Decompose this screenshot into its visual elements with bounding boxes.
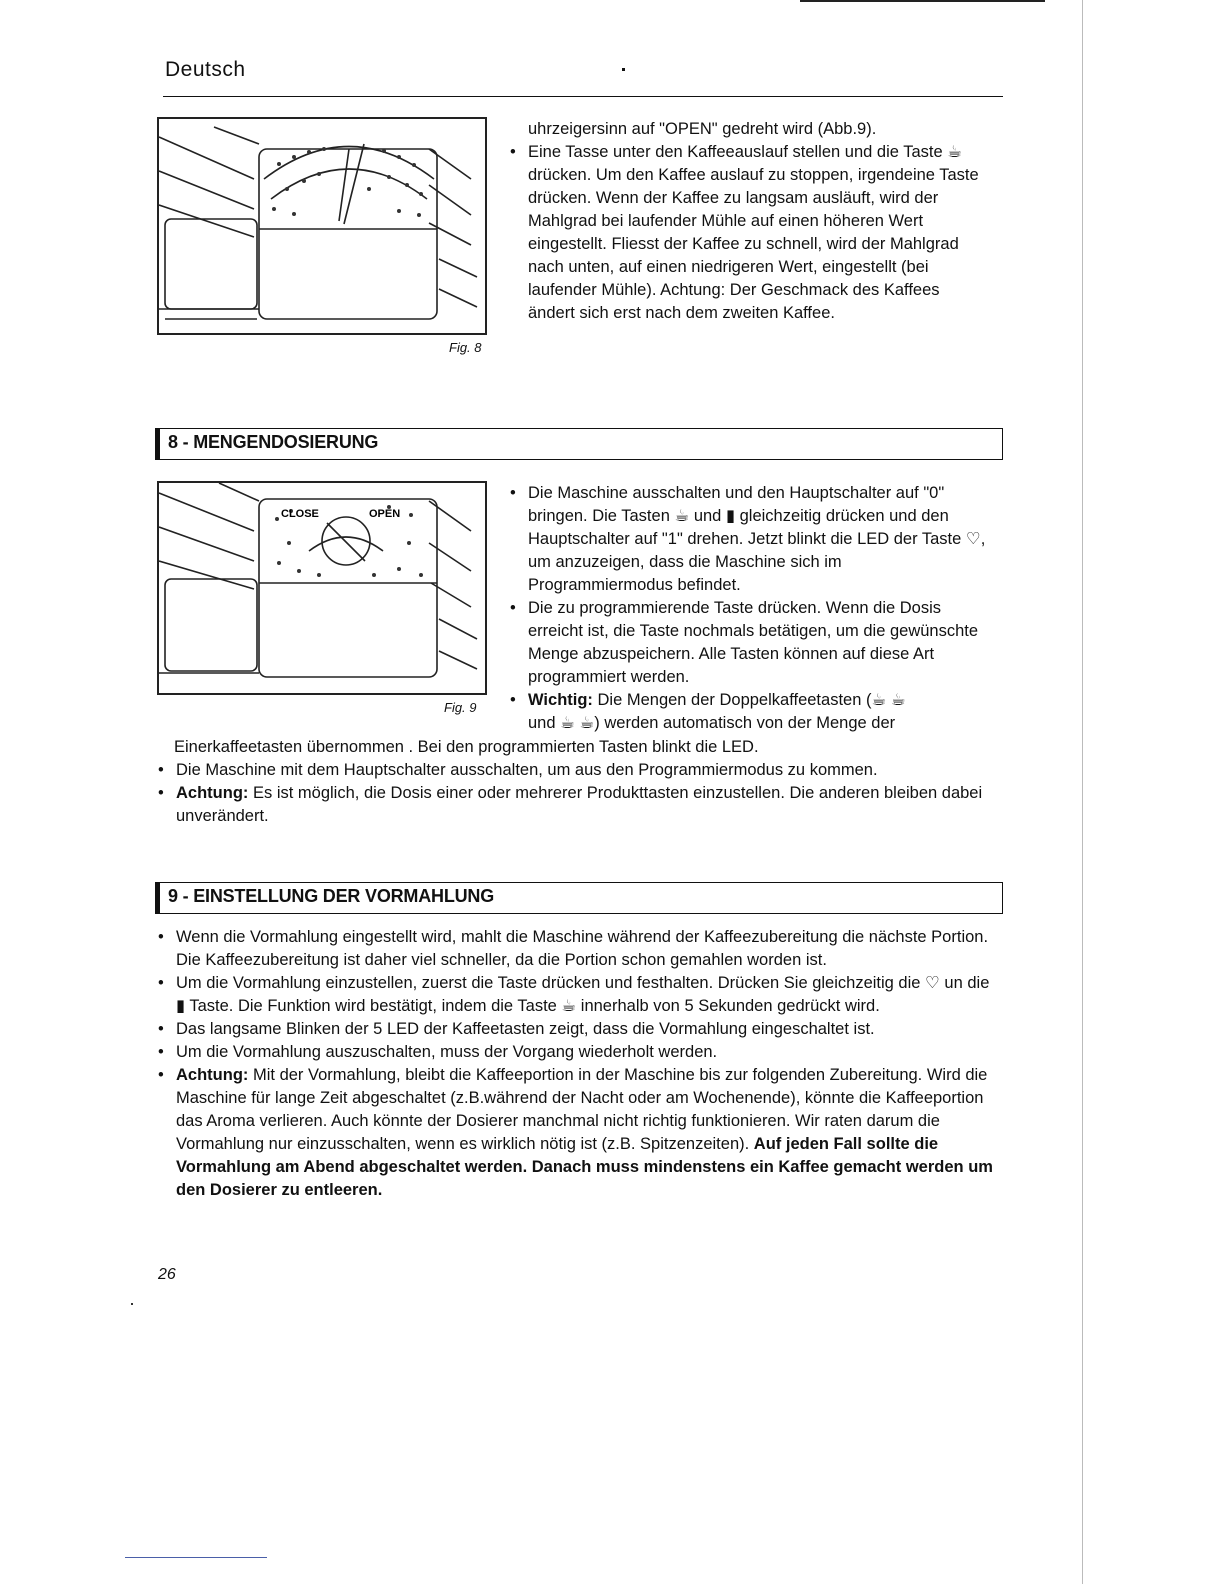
list-item: • Eine Tasse unter den Kaffeeauslauf stellen und die Taste ☕ drücken. Um den Kaffee auslauf zu stoppen, irgendeine Taste drücken. Wenn der Kaffee zu langsam ausläuft, wird der Mahlgrad bei laufender Mühle auf einen höheren Wert eingestellt. Fliesst der Kaffee zu schnell, wird der Mahlgrad nach unten, auf einen niedrigeren Wert, eingestellt (bei laufender Mühle). Achtung: Der Geschmack des Kaffees ändert sich erst nach dem zweiten Kaffee. (510, 143, 979, 322)
fig9-open-label: OPEN (369, 508, 401, 520)
footnote-rule (125, 1557, 267, 1558)
list-item: • Wenn die Vormahlung eingestellt wird, mahlt die Maschine während der Kaffeezubereitung die nächste Portion. Die Kaffeezubereitung ist daher viel schneller, da die Portion schon gemahlen worden ist. (158, 928, 989, 969)
list-item: • Achtung: Es ist möglich, die Dosis einer oder mehrerer Produkttasten einzustellen. Die anderen bleiben dabei unverändert. (158, 784, 983, 825)
list-item: • Achtung: Mit der Vormahlung, bleibt die Kaffeeportion in der Maschine bis zur folgenden Zubereitung. Wird die Maschine für lange Zeit abgeschaltet (z.B.während der Nacht oder am Wochenende), könnte die Kaffeeportion das Aroma verlieren. Auch könnte der Dosierer manchmal nicht richtig funktionieren. Wir raten darum die Vormahlung nur einzusschalten, wenn es wirklich nötig ist (z.B. Spitzenzeiten). Auf jeden Fall sollte die Vormahlung am Abend abgeschaltet werden. Danach muss mindenstens ein Kaffee gemacht werden um den Dosierer zu entleeren. (158, 1066, 993, 1199)
list-item: • Die Maschine ausschalten und den Hauptschalter auf "0" bringen. Die Tasten ☕ und ▮ gleichzeitig drücken und den Hauptschalter auf "1" drehen. Jetzt blinkt die LED der Taste ♡, um anzuzeigen, dass die Maschine sich im Programmiermodus befindet. (510, 484, 986, 594)
figure-9-caption: Fig. 9 (444, 700, 477, 715)
section-9-header (155, 882, 1003, 914)
scan-speck (131, 1303, 133, 1305)
header-rule (163, 96, 1003, 97)
section-8-text (510, 482, 988, 735)
list-item: • Die Maschine mit dem Hauptschalter ausschalten, um aus den Programmiermodus zu kommen. (158, 761, 878, 779)
list-item: • Wichtig: Die Mengen der Doppelkaffeetasten (☕ ☕ und ☕ ☕) werden automatisch von der Menge der (510, 691, 906, 732)
list-item: • Um die Vormahlung einzustellen, zuerst die Taste drücken und festhalten. Drücken Sie gleichzeitig die ♡ un die ▮ Taste. Die Funktion wird bestätigt, indem die Taste ☕ innerhalb von 5 Sekunden gedrückt wird. (158, 974, 990, 1015)
list-item: • Die zu programmierende Taste drücken. Wenn die Dosis erreicht ist, die Taste nochmals betätigen, um die gewünschte Menge abzuspeichern. Alle Tasten können auf diese Art programmiert werden. (510, 599, 979, 686)
paragraph-continuation: uhrzeigersinn auf "OPEN" gedreht wird (Abb.9). (528, 120, 877, 138)
section-8-header (155, 428, 1003, 460)
grinder-illustration-fig9 (159, 483, 485, 693)
header-mark (622, 68, 625, 71)
figure-8 (157, 117, 487, 335)
section-9-text (158, 926, 998, 1202)
grinder-illustration-fig8 (159, 119, 485, 333)
figure-9 (157, 481, 487, 695)
header-language: Deutsch (165, 58, 246, 81)
section-9-title: 9 - EINSTELLUNG DER VORMAHLUNG (168, 886, 495, 906)
page-edge-line (1082, 0, 1083, 1584)
fig9-close-label: CLOSE (281, 508, 319, 520)
figure-8-caption: Fig. 8 (449, 340, 482, 355)
top-rule (800, 0, 1045, 2)
section-8-lower-text (158, 736, 998, 828)
list-item: • Das langsame Blinken der 5 LED der Kaffeetasten zeigt, dass die Vormahlung eingeschaltet ist. (158, 1020, 875, 1038)
section-8-title: 8 - MENGENDOSIERUNG (168, 432, 379, 452)
top-text-block (510, 118, 980, 325)
page-number: 26 (158, 1266, 176, 1283)
list-item: • Um die Vormahlung auszuschalten, muss der Vorgang wiederholt werden. (158, 1043, 718, 1061)
paragraph-continuation: Einerkaffeetasten übernommen . Bei den programmierten Tasten blinkt die LED. (174, 738, 759, 756)
